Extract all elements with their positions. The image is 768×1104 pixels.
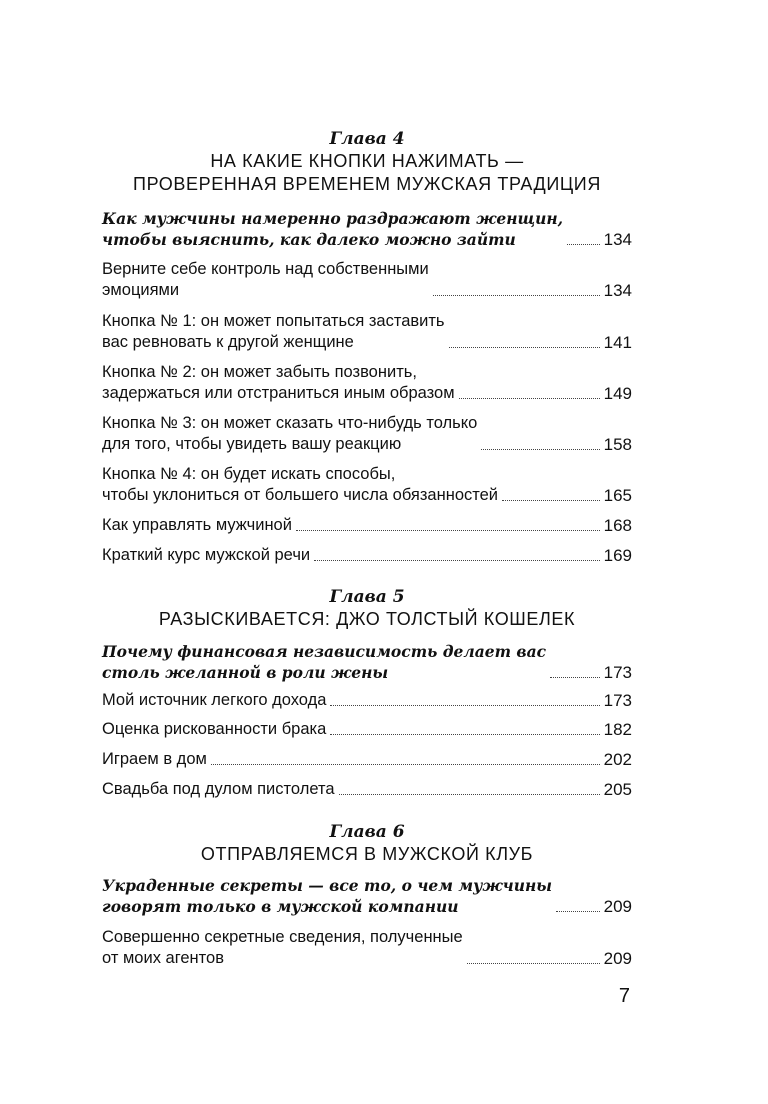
toc-entry[interactable]: [102, 311, 632, 353]
entry-page-number: 209: [603, 949, 632, 968]
dot-leader: [330, 705, 599, 706]
toc-entry[interactable]: [102, 362, 632, 404]
entry-text: чтобы уклониться от большего числа обязанностей: [102, 486, 499, 504]
entry-text: столь желанной в роли жены: [102, 663, 389, 682]
entry-text: вас ревновать к другой женщине: [102, 333, 354, 351]
entry-text: Верните себе контроль над собственными: [102, 260, 429, 278]
toc-entry[interactable]: [102, 641, 632, 683]
entry-text: Кнопка № 4: он будет искать способы,: [102, 465, 396, 483]
dot-leader: [330, 734, 599, 735]
entry-page-number: 134: [603, 230, 632, 249]
chapter-4-heading: [102, 128, 632, 196]
dot-leader: [502, 500, 600, 501]
entry-text: Оценка рискованности брака: [102, 720, 327, 738]
toc-entry[interactable]: [102, 927, 632, 969]
toc-entry[interactable]: [102, 749, 632, 770]
page-number: 7: [618, 985, 630, 1007]
chapter-number: Глава 4: [329, 129, 405, 149]
entry-page-number: 169: [603, 546, 632, 565]
entry-page-number: 182: [603, 720, 632, 739]
entry-page-number: 205: [603, 780, 632, 799]
chapter-5-heading: [102, 586, 632, 631]
dot-leader: [314, 560, 599, 561]
dot-leader: [550, 677, 600, 678]
dot-leader: [339, 794, 600, 795]
chapter-title-line: ПРОВЕРЕННАЯ ВРЕМЕНЕМ МУЖСКАЯ ТРАДИЦИЯ: [133, 174, 601, 194]
chapter-number: Глава 6: [329, 822, 405, 842]
entry-page-number: 149: [603, 384, 632, 403]
dot-leader: [556, 911, 600, 912]
entry-text: Украденные секреты — все то, о чем мужчины: [102, 876, 553, 895]
entry-page-number: 202: [603, 750, 632, 769]
dot-leader: [467, 963, 600, 964]
entry-page-number: 134: [603, 281, 632, 300]
chapter-6-heading: [102, 821, 632, 866]
toc-entry[interactable]: [102, 779, 632, 800]
chapter-title-line: РАЗЫСКИВАЕТСЯ: ДЖО ТОЛСТЫЙ КОШЕЛЕК: [158, 609, 576, 629]
dot-leader: [296, 530, 600, 531]
toc-entry[interactable]: [102, 690, 632, 711]
entry-text: Свадьба под дулом пистолета: [102, 780, 335, 798]
entry-text: Совершенно секретные сведения, полученные: [102, 928, 463, 946]
entry-text: Краткий курс мужской речи: [102, 546, 311, 564]
toc-entry[interactable]: [102, 515, 632, 536]
entry-page-number: 168: [603, 516, 632, 535]
toc-entry[interactable]: [102, 719, 632, 740]
entry-text: Как мужчины намеренно раздражают женщин,: [102, 209, 564, 228]
entry-page-number: 173: [603, 663, 632, 682]
chapter-title-line: НА КАКИЕ КНОПКИ НАЖИМАТЬ —: [210, 151, 524, 171]
dot-leader: [481, 449, 599, 450]
entry-page-number: 141: [603, 333, 632, 352]
entry-page-number: 165: [603, 486, 632, 505]
entry-text: задержаться или отстраниться иным образом: [102, 384, 455, 402]
entry-text: чтобы выяснить, как далеко можно зайти: [102, 230, 516, 249]
toc-entry[interactable]: [102, 545, 632, 566]
dot-leader: [567, 244, 600, 245]
toc-entry[interactable]: [102, 875, 632, 917]
entry-text: от моих агентов: [102, 949, 224, 967]
entry-page-number: 158: [603, 435, 632, 454]
chapter-number: Глава 5: [329, 587, 405, 607]
dot-leader: [211, 764, 600, 765]
chapter-title-line: ОТПРАВЛЯЕМСЯ В МУЖСКОЙ КЛУБ: [200, 844, 534, 864]
entry-text: для того, чтобы увидеть вашу реакцию: [102, 435, 402, 453]
entry-text: Кнопка № 1: он может попытаться заставить: [102, 312, 445, 330]
dot-leader: [449, 347, 600, 348]
entry-page-number: 209: [603, 897, 632, 916]
entry-text: говорят только в мужской компании: [102, 897, 459, 916]
entry-text: Как управлять мужчиной: [102, 516, 292, 534]
dot-leader: [459, 398, 600, 399]
entry-text: Мой источник легкого дохода: [102, 691, 327, 709]
entry-text: Играем в дом: [102, 750, 207, 768]
entry-text: Почему финансовая независимость делает вас: [102, 642, 547, 661]
entry-text: Кнопка № 2: он может забыть позвонить,: [102, 363, 417, 381]
toc-entry[interactable]: [102, 259, 632, 301]
toc-entry[interactable]: [102, 413, 632, 455]
dot-leader: [433, 295, 600, 296]
toc-entry[interactable]: [102, 208, 632, 250]
toc-entry[interactable]: [102, 464, 632, 506]
entry-text: эмоциями: [102, 281, 180, 299]
entry-text: Кнопка № 3: он может сказать что-нибудь только: [102, 414, 478, 432]
entry-page-number: 173: [603, 691, 632, 710]
